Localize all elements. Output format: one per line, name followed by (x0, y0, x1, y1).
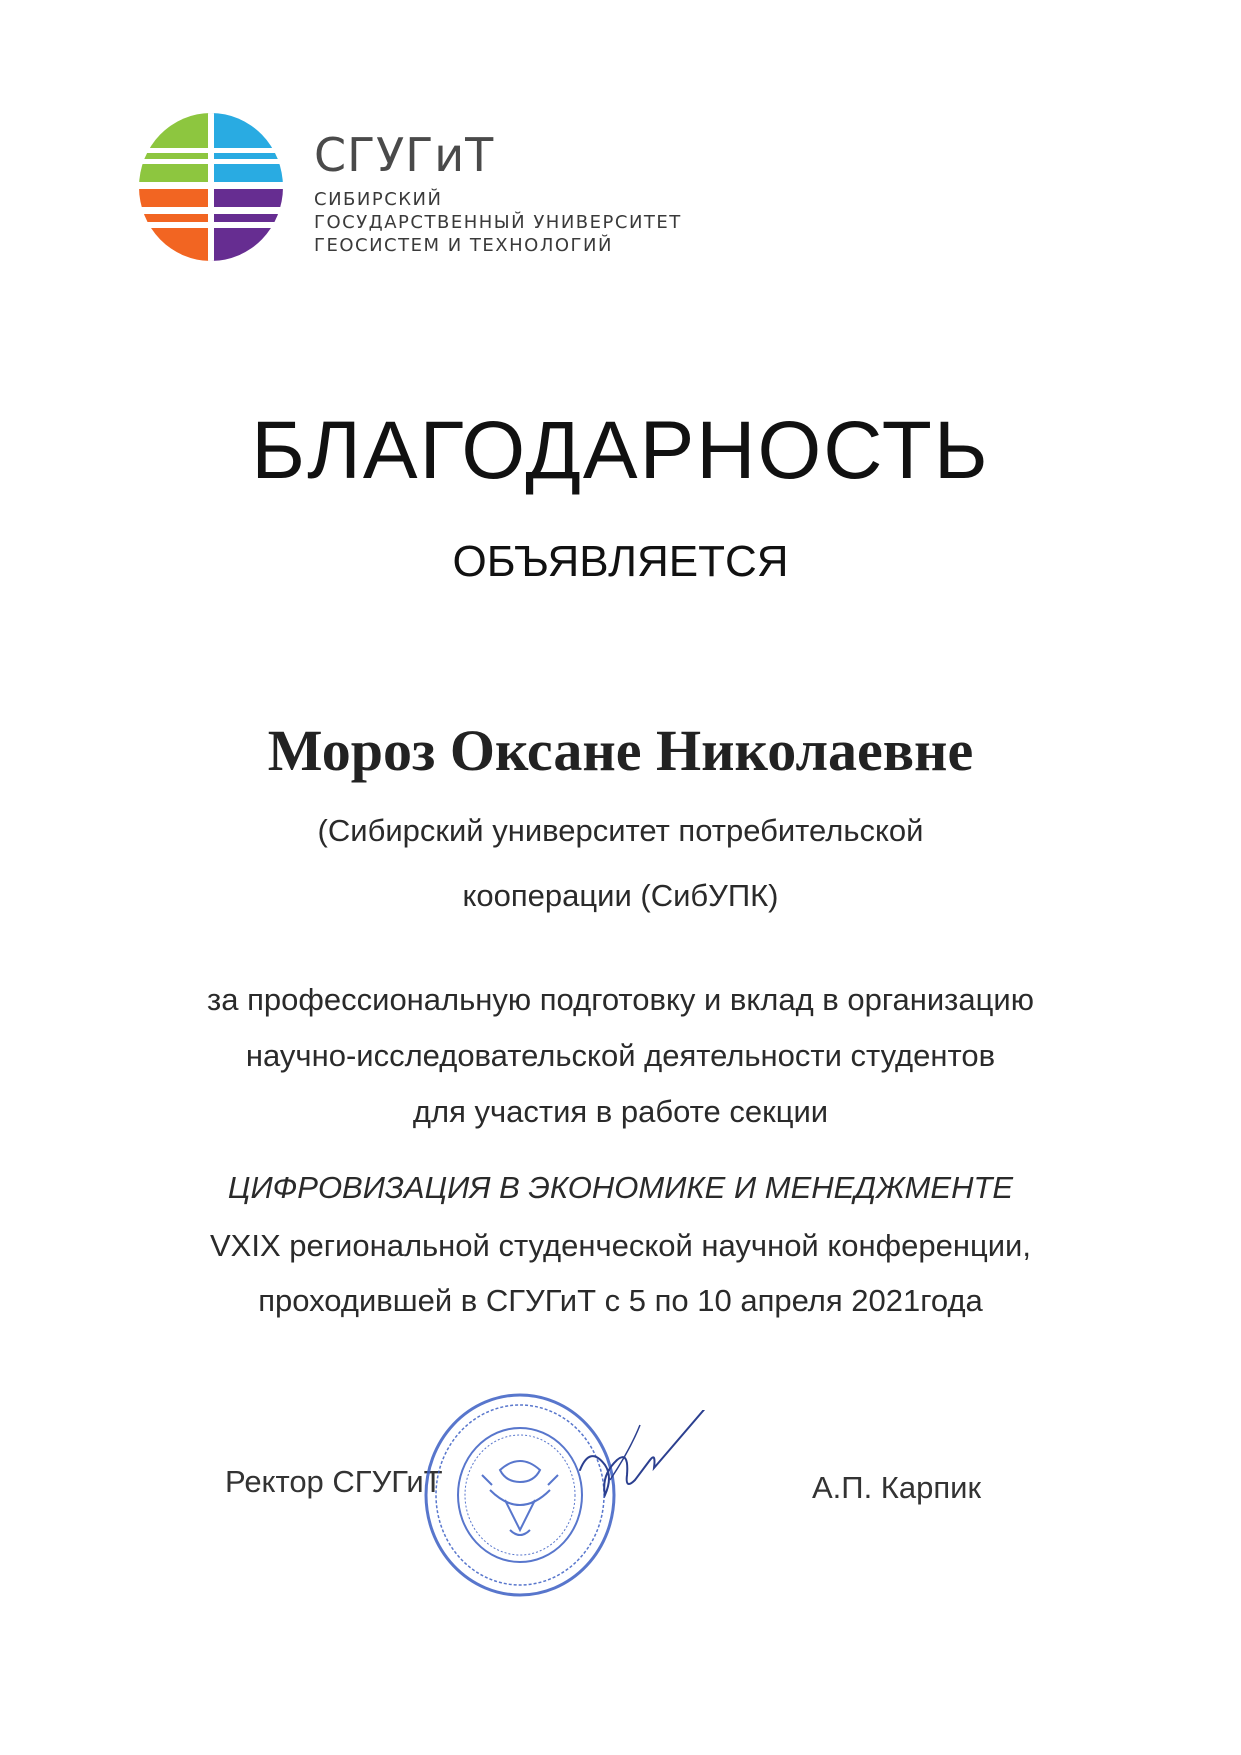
signatory-position: Ректор СГУГиТ (225, 1464, 443, 1499)
logo-line-2: ГОСУДАРСТВЕННЫЙ УНИВЕРСИТЕТ (314, 212, 682, 233)
document-subtitle: ОБЪЯВЛЯЕТСЯ (452, 537, 789, 586)
logo-line-3: ГЕОСИСТЕМ И ТЕХНОЛОГИЙ (314, 235, 613, 256)
logo-abbreviation: СГУГиТ (314, 128, 495, 182)
recipient-name: Мороз Оксане Николаевне (267, 718, 974, 783)
reason-line-3: для участия в работе секции (412, 1094, 829, 1129)
logo-purple-segment (211, 189, 284, 207)
logo-orange-segment (138, 189, 211, 207)
reason-line-2: научно-исследовательской деятельности студентов (245, 1038, 996, 1073)
section-name: ЦИФРОВИЗАЦИЯ В ЭКОНОМИКЕ И МЕНЕДЖМЕНТЕ (227, 1170, 1014, 1205)
logo-line-1: СИБИРСКИЙ (314, 189, 443, 210)
university-logo-icon (138, 112, 284, 262)
signature-icon (570, 1410, 750, 1520)
logo-blue-segment (211, 112, 284, 148)
signatory-name: А.П. Карпик (812, 1470, 982, 1505)
reason-line-1: за профессиональную подготовку и вклад в организацию (207, 982, 1034, 1017)
affiliation-line-1: (Сибирский университет потребительской (317, 813, 924, 848)
conference-line-1: VXIX региональной студенческой научной конференции, (209, 1228, 1031, 1263)
affiliation-line-2: кооперации (СибУПК) (462, 878, 779, 913)
conference-line-2: проходившей в СГУГиТ с 5 по 10 апреля 2021года (258, 1283, 983, 1318)
logo-green-segment (138, 112, 211, 148)
document-title: БЛАГОДАРНОСТЬ (251, 405, 990, 496)
